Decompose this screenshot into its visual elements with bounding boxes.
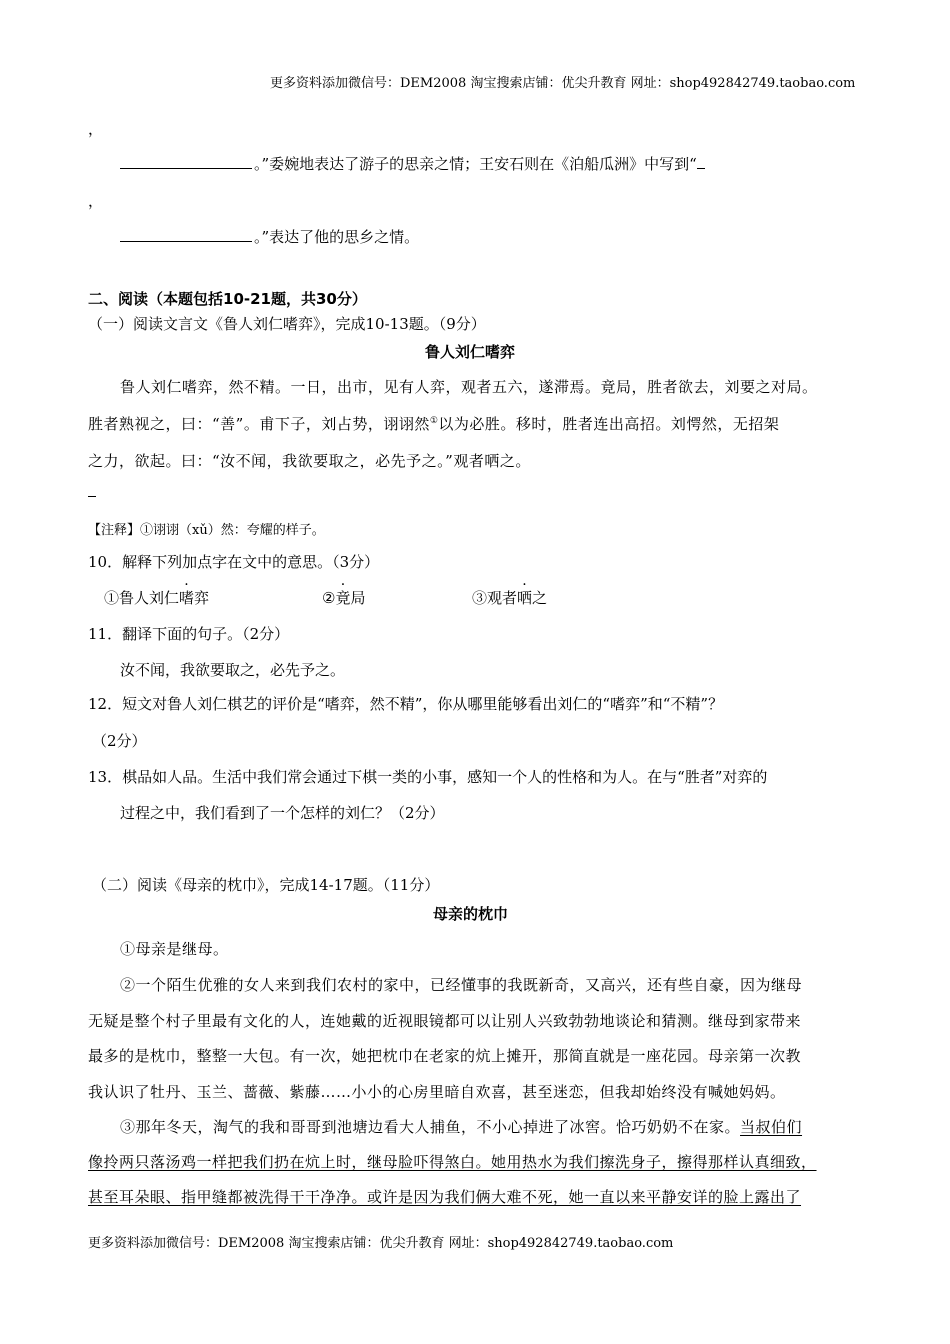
- footnote: 【注释】①诩诩（xǔ）然：夸耀的样子。: [88, 523, 325, 538]
- passage-title: 鲁人刘仁嗜弈: [425, 343, 516, 361]
- passage-paragraph: 胜者熟视之，曰：“善”。甫下子，刘占势，诩诩然①以为必胜。移时，胜者连出高招。刘愕然，无招架: [88, 415, 780, 433]
- passage-paragraph: 最多的是枕巾，整整一大包。有一次，她把枕巾在老家的炕上摊开，那简直就是一座花园。母亲第一次教: [88, 1047, 802, 1065]
- q10-item-3: ③观者哂之: [472, 589, 548, 607]
- section-title: 二、阅读（本题包括10-21题，共30分）: [88, 290, 367, 308]
- dotted-char: 嗜: [179, 589, 195, 607]
- question-12: 12．短文对鲁人刘仁棋艺的评价是“嗜弈，然不精”，你从哪里能够看出刘仁的“嗜弈”和“不精”？: [88, 695, 724, 713]
- part1-intro: （一）阅读文言文《鲁人刘仁嗜弈》，完成10-13题。（9分）: [88, 315, 486, 333]
- dotted-char: 竟: [335, 589, 351, 607]
- page-footer: 更多资料添加微信号：DEM2008 淘宝搜索店铺：优尖升教育 网址：shop492842749.taobao.com: [88, 1236, 674, 1251]
- q11-sentence: 汝不闻，我欲要取之，必先予之。: [120, 661, 346, 679]
- answer-blank[interactable]: [120, 154, 252, 169]
- passage-paragraph: 鲁人刘仁嗜弈，然不精。一日，出市，见有人弈，观者五六，遂滞焉。竟局，胜者欲去，刘要之对局。: [120, 378, 818, 396]
- passage-paragraph: 无疑是整个村子里最有文化的人，连她戴的近视眼镜都可以让别人兴致勃勃地谈论和猜测。继母到家带来: [88, 1012, 802, 1030]
- fill-blank-line-1: [120, 153, 705, 174]
- dotted-char: 哂: [517, 589, 533, 607]
- passage-paragraph: 之力，欲起。曰：“汝不闻，我欲要取之，必先予之。”观者哂之。: [88, 452, 531, 470]
- comma-mark: ，: [88, 192, 104, 210]
- footnote-marker: ①: [429, 416, 439, 426]
- fill-blank-line-2: [120, 226, 419, 247]
- q10-item-2: ②竟局: [322, 589, 366, 607]
- fill-blank-text: 。”委婉地表达了游子的思亲之情；王安石则在《泊船瓜洲》中写到“: [254, 155, 697, 173]
- stray-dash: [88, 482, 96, 501]
- fill-blank-text: 。”表达了他的思乡之情。: [254, 228, 420, 246]
- question-10: 10．解释下列加点字在文中的意思。（3分）: [88, 553, 380, 571]
- passage-paragraph: ②一个陌生优雅的女人来到我们农村的家中，已经懂事的我既新奇，又高兴，还有些自豪，因为继母: [120, 976, 803, 994]
- answer-blank[interactable]: [697, 156, 705, 169]
- comma-mark: ，: [88, 120, 104, 138]
- passage-paragraph: 我认识了牡丹、玉兰、蔷薇、紫藤……小小的心房里暗自欢喜，甚至迷恋，但我却始终没有喊她妈妈。: [88, 1083, 786, 1101]
- passage-paragraph: ③那年冬天，淘气的我和哥哥到池塘边看大人捕鱼，不小心掉进了冰窖。恰巧奶奶不在家。当叔伯们: [120, 1118, 803, 1136]
- question-13: 13．棋品如人品。生活中我们常会通过下棋一类的小事，感知一个人的性格和为人。在与“胜者”对弈的: [88, 768, 768, 786]
- page-header: 更多资料添加微信号：DEM2008 淘宝搜索店铺：优尖升教育 网址：shop492842749.taobao.com: [270, 76, 856, 91]
- passage-paragraph: ①母亲是继母。: [120, 940, 229, 958]
- answer-blank[interactable]: [120, 227, 252, 242]
- passage-title: 母亲的枕巾: [433, 905, 509, 923]
- question-11: 11．翻译下面的句子。（2分）: [88, 625, 290, 643]
- underlined-text: 甚至耳朵眼、指甲缝都被洗得干干净净。或许是因为我们俩大难不死，她一直以来平静安详的脸上露出了: [88, 1188, 802, 1206]
- question-13-cont: 过程之中，我们看到了一个怎样的刘仁？（2分）: [120, 804, 445, 822]
- underlined-text: 像拎两只落汤鸡一样把我们扔在炕上时，继母脸吓得煞白。她用热水为我们擦洗身子，擦得那样认真细致，: [88, 1153, 817, 1171]
- q12-score: （2分）: [92, 732, 147, 750]
- q10-item-1: ①鲁人刘仁嗜弈: [104, 589, 210, 607]
- part2-intro: （二）阅读《母亲的枕巾》，完成14-17题。（11分）: [92, 876, 440, 894]
- underlined-text: 当叔伯们: [740, 1118, 803, 1136]
